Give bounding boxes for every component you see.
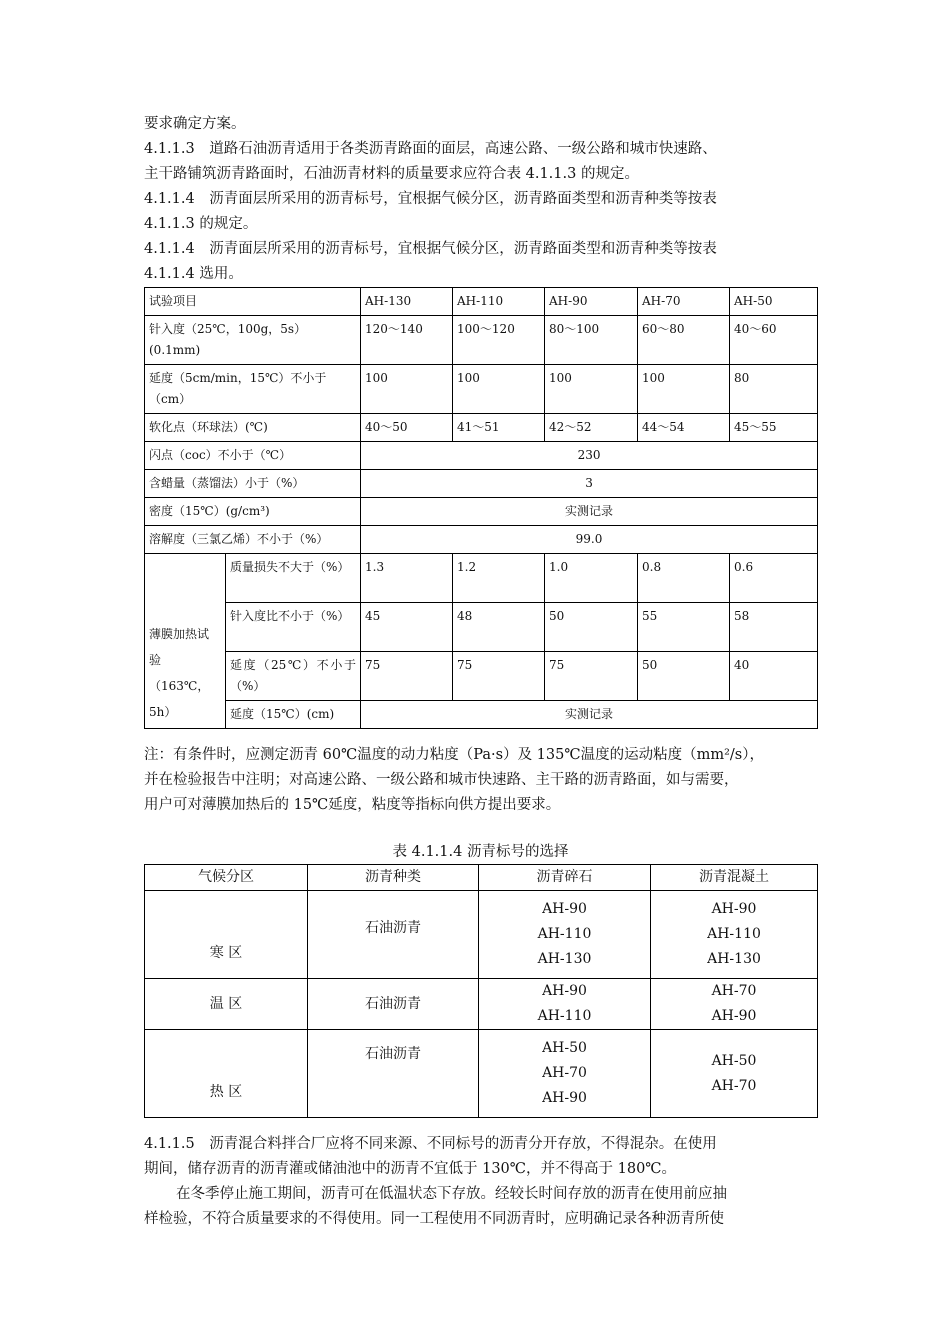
- row-label: 针入度（25℃，100g，5s）(0.1mm): [145, 316, 361, 365]
- gravel-cell: AH-90 AH-110 AH-130: [479, 891, 651, 979]
- table-cell: 100: [361, 365, 453, 414]
- header-cell: 气候分区: [145, 865, 308, 891]
- header-cell: 沥青种类: [308, 865, 479, 891]
- table-cell: 40～50: [361, 414, 453, 442]
- table-row: [145, 365, 818, 414]
- zone-cell: 寒 区: [145, 891, 308, 979]
- row-label: 密度（15℃）(g/cm³): [145, 498, 361, 526]
- text-line: 4.1.1.4 选用。: [144, 266, 243, 282]
- zone-cell: 温 区: [145, 979, 308, 1030]
- table-cell: 75: [453, 652, 545, 701]
- row-label: 软化点（环球法）(℃): [145, 414, 361, 442]
- header-cell: AH-70: [638, 288, 730, 316]
- table-cell: 75: [545, 652, 638, 701]
- table-row: [145, 316, 818, 365]
- merged-cell: 实测记录: [361, 701, 818, 729]
- table-cell: 58: [730, 603, 818, 652]
- text-line: 4.1.1.3 道路石油沥青适用于各类沥青路面的面层，高速公路、一级公路和城市快速路、: [144, 141, 717, 157]
- concrete-cell: AH-70 AH-90: [651, 979, 818, 1030]
- row-label: 闪点（coc）不小于（℃）: [145, 442, 361, 470]
- merged-cell: 3: [361, 470, 818, 498]
- table-cell: 100: [453, 365, 545, 414]
- table-cell: 120～140: [361, 316, 453, 365]
- closing-paragraphs: [144, 1132, 817, 1232]
- table-cell: 0.8: [638, 554, 730, 603]
- table-cell: 40: [730, 652, 818, 701]
- table-cell: 0.6: [730, 554, 818, 603]
- text-line: 样检验，不符合质量要求的不得使用。同一工程使用不同沥青时，应明确记录各种沥青所使: [144, 1211, 724, 1227]
- table-cell: 1.2: [453, 554, 545, 603]
- text-line: 4.1.1.3 的规定。: [144, 216, 258, 232]
- table-header-row: [145, 288, 818, 316]
- table-cell: 45～55: [730, 414, 818, 442]
- table-cell: 100～120: [453, 316, 545, 365]
- table-cell: 50: [638, 652, 730, 701]
- film-group-label: 薄膜加热试 验（163℃，5h）: [145, 554, 226, 729]
- table-cell: 80: [730, 365, 818, 414]
- row-label: 延度（25℃）不小于（%）: [226, 652, 361, 701]
- type-cell: 石油沥青: [308, 891, 479, 979]
- table-cell: 44～54: [638, 414, 730, 442]
- table-row: [145, 470, 818, 498]
- text-line: 4.1.1.5 沥青混合料拌合厂应将不同来源、不同标号的沥青分开存放，不得混杂。在使用: [144, 1136, 717, 1152]
- table-cell: 75: [361, 652, 453, 701]
- table-cell: 40～60: [730, 316, 818, 365]
- table-row: [145, 554, 818, 603]
- table-row: [145, 1030, 818, 1118]
- row-label: 溶解度（三氯乙烯）不小于（%）: [145, 526, 361, 554]
- table-row: [145, 526, 818, 554]
- type-cell: 石油沥青: [308, 1030, 479, 1118]
- table-cell: 80～100: [545, 316, 638, 365]
- row-label: 延度（5cm/min，15℃）不小于（cm）: [145, 365, 361, 414]
- table-note: [144, 743, 817, 818]
- document-page: [144, 112, 817, 1232]
- concrete-cell: AH-90 AH-110 AH-130: [651, 891, 818, 979]
- text-line: 要求确定方案。: [144, 116, 246, 132]
- merged-cell: 230: [361, 442, 818, 470]
- asphalt-spec-table: [144, 287, 818, 729]
- table-cell: 60～80: [638, 316, 730, 365]
- table-cell: 1.3: [361, 554, 453, 603]
- table-row: [145, 498, 818, 526]
- row-label: 含蜡量（蒸馏法）小于（%）: [145, 470, 361, 498]
- concrete-cell: AH-50 AH-70: [651, 1030, 818, 1118]
- row-label: 延度（15℃）(cm): [226, 701, 361, 729]
- header-cell: AH-50: [730, 288, 818, 316]
- table-cell: 42～52: [545, 414, 638, 442]
- table-cell: 48: [453, 603, 545, 652]
- table-row: [145, 442, 818, 470]
- table-row: [145, 652, 818, 701]
- text-line: 在冬季停止施工期间，沥青可在低温状态下存放。经较长时间存放的沥青在使用前应抽: [176, 1186, 727, 1202]
- table-cell: 45: [361, 603, 453, 652]
- grade-selection-table: [144, 864, 818, 1118]
- header-cell: 沥青混凝土: [651, 865, 818, 891]
- zone-cell: 热 区: [145, 1030, 308, 1118]
- table-cell: 1.0: [545, 554, 638, 603]
- merged-cell: 实测记录: [361, 498, 818, 526]
- text-line: 4.1.1.4 沥青面层所采用的沥青标号，宜根据气候分区，沥青路面类型和沥青种类等按表: [144, 191, 717, 207]
- table-row: [145, 979, 818, 1030]
- header-cell: 沥青碎石: [479, 865, 651, 891]
- table-cell: 50: [545, 603, 638, 652]
- note-line: 并在检验报告中注明；对高速公路、一级公路和城市快速路、主干路的沥青路面，如与需要，: [144, 772, 739, 788]
- row-label: 针入度比不小于（%）: [226, 603, 361, 652]
- intro-paragraphs: [144, 112, 817, 287]
- note-line: 注：有条件时，应测定沥青 60℃温度的动力粘度（Pa·s）及 135℃温度的运动粘度（mm²/s），: [144, 747, 764, 763]
- table-row: [145, 891, 818, 979]
- table-row: [145, 603, 818, 652]
- table-header-row: [145, 865, 818, 891]
- header-cell: 试验项目: [145, 288, 361, 316]
- table-row: [145, 701, 818, 729]
- table-cell: 100: [545, 365, 638, 414]
- text-line: 4.1.1.4 沥青面层所采用的沥青标号，宜根据气候分区，沥青路面类型和沥青种类等按表: [144, 241, 717, 257]
- text-line: 期间，储存沥青的沥青灌或储油池中的沥青不宜低于 130℃，并不得高于 180℃。: [144, 1161, 677, 1177]
- gravel-cell: AH-50 AH-70 AH-90: [479, 1030, 651, 1118]
- type-cell: 石油沥青: [308, 979, 479, 1030]
- table-cell: 100: [638, 365, 730, 414]
- table-cell: 55: [638, 603, 730, 652]
- text-line: 主干路铺筑沥青路面时，石油沥青材料的质量要求应符合表 4.1.1.3 的规定。: [144, 166, 639, 182]
- header-cell: AH-110: [453, 288, 545, 316]
- gravel-cell: AH-90 AH-110: [479, 979, 651, 1030]
- header-cell: AH-130: [361, 288, 453, 316]
- note-line: 用户可对薄膜加热后的 15℃延度，粘度等指标向供方提出要求。: [144, 797, 561, 813]
- table-row: [145, 414, 818, 442]
- header-cell: AH-90: [545, 288, 638, 316]
- merged-cell: 99.0: [361, 526, 818, 554]
- table-caption: 表 4.1.1.4 沥青标号的选择: [392, 844, 569, 860]
- row-label: 质量损失不大于（%）: [226, 554, 361, 603]
- table-cell: 41～51: [453, 414, 545, 442]
